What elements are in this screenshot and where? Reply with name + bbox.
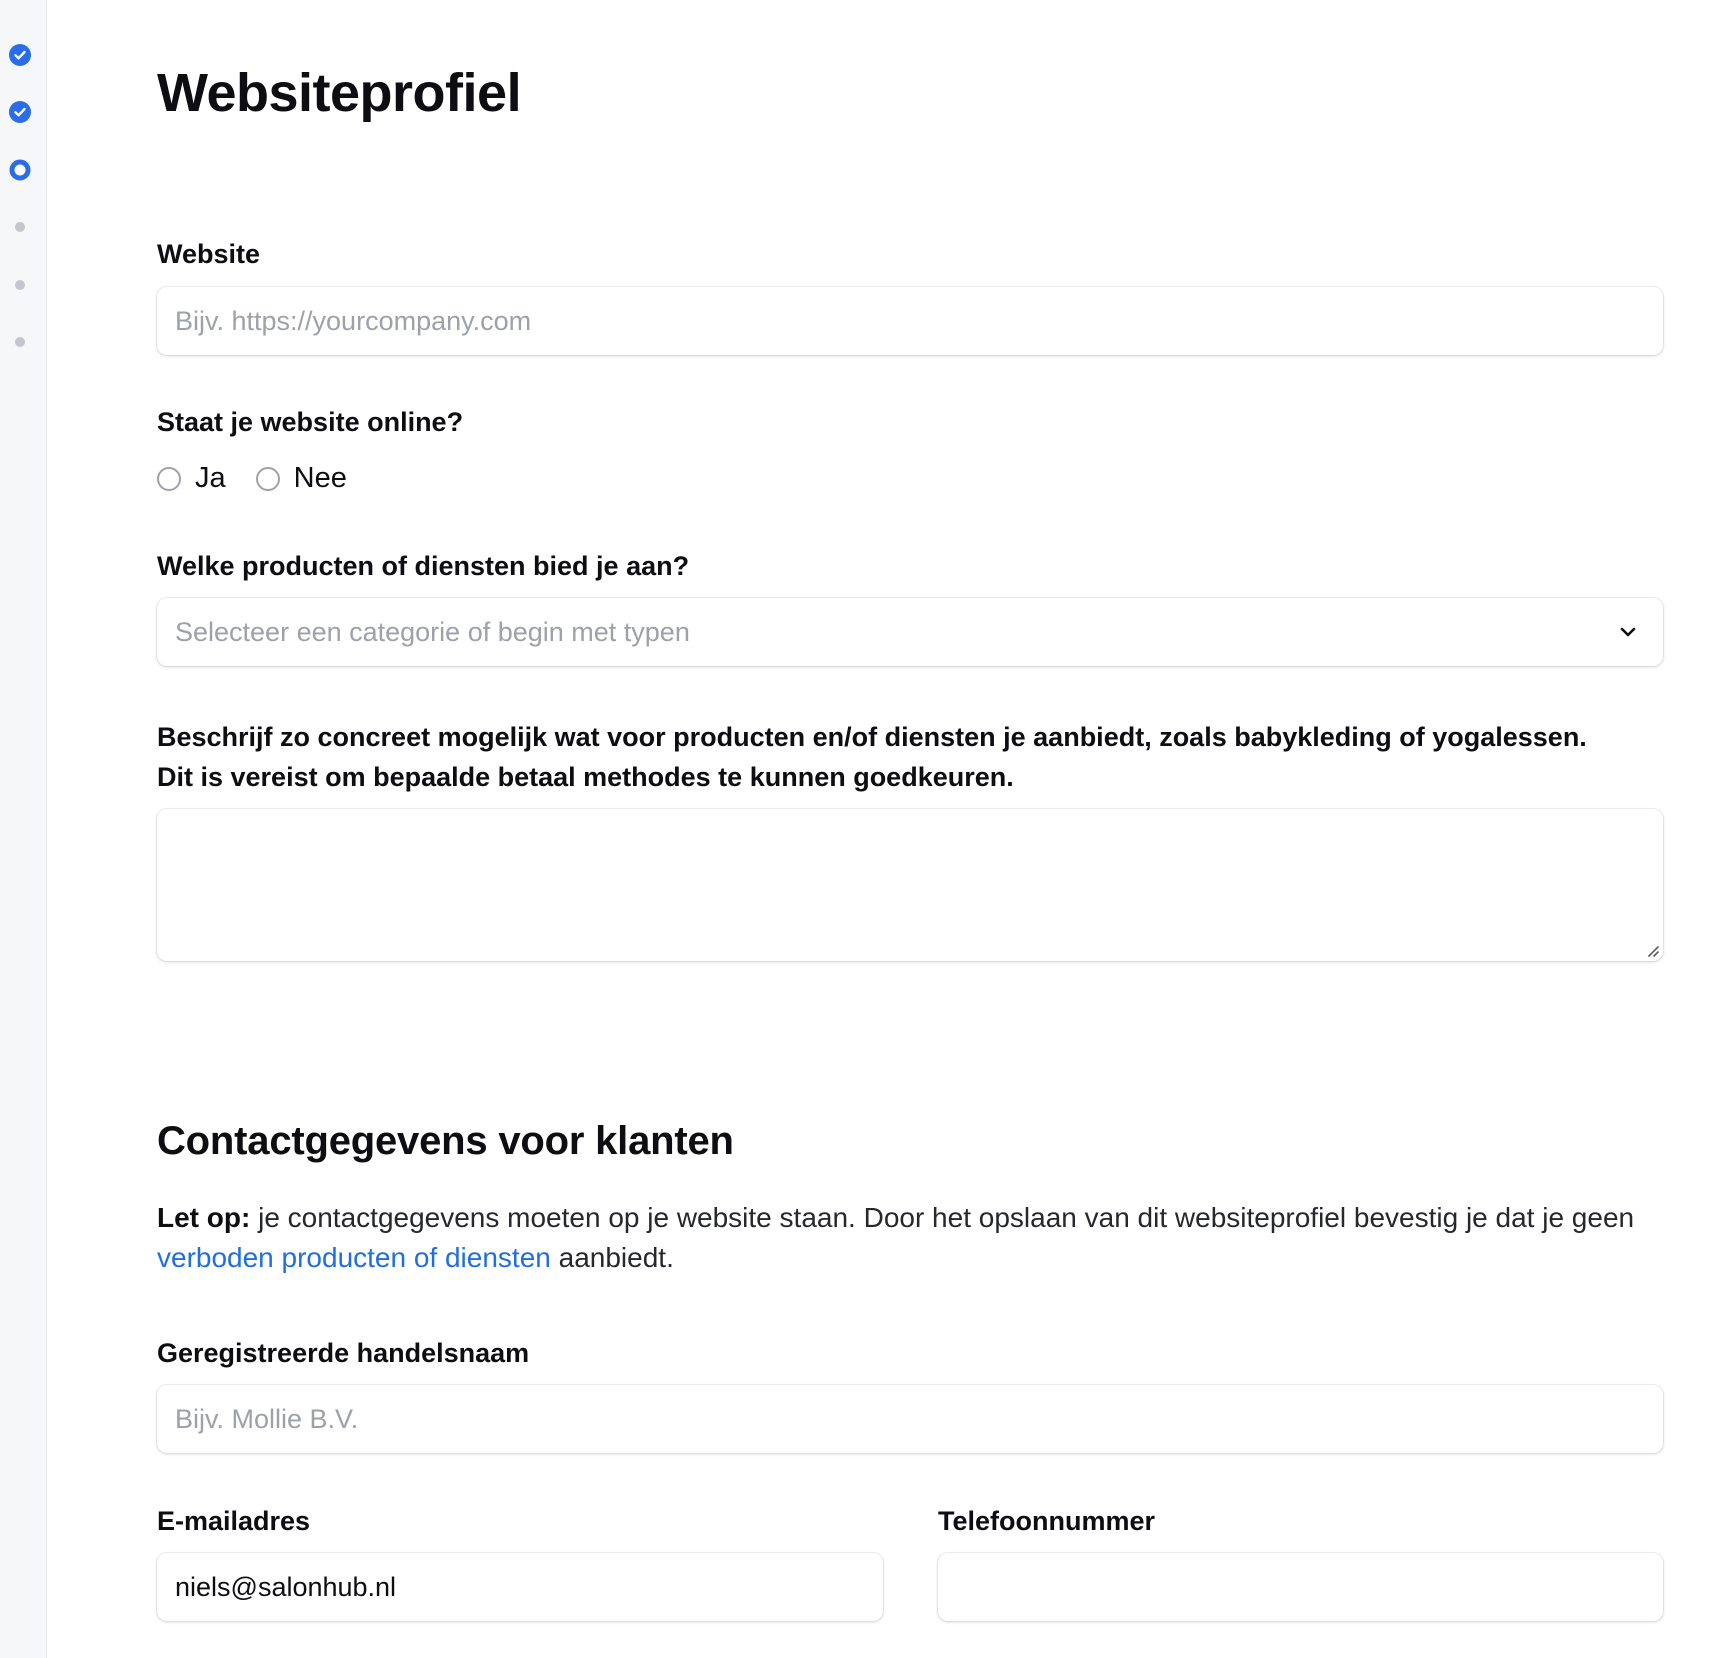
- contact-section-title: Contactgegevens voor klanten: [157, 1119, 734, 1163]
- radio-nee-label[interactable]: Nee: [293, 462, 347, 494]
- products-label: Welke producten of diensten bied je aan?: [157, 551, 690, 581]
- radio-ja-label[interactable]: Ja: [195, 462, 226, 494]
- description-textarea[interactable]: [157, 809, 1663, 961]
- step-pending-dot: [15, 337, 25, 347]
- tradename-label: Geregistreerde handelsnaam: [157, 1338, 530, 1368]
- email-input[interactable]: [157, 1553, 883, 1621]
- email-label: E-mailadres: [157, 1506, 311, 1536]
- radio-nee[interactable]: [256, 467, 280, 491]
- step-current-icon[interactable]: [9, 159, 31, 181]
- tradename-input[interactable]: [157, 1385, 1663, 1453]
- step-completed-icon[interactable]: [9, 44, 31, 66]
- website-input-wrapper: [157, 287, 1663, 355]
- prohibited-products-link[interactable]: verboden producten of diensten: [157, 1242, 551, 1273]
- website-label: Website: [157, 239, 261, 269]
- tradename-input-wrapper: [157, 1385, 1663, 1453]
- step-pending-dot: [15, 280, 25, 290]
- description-label-line1: Beschrijf zo concreet mogelijk wat voor producten en/of diensten je aanbiedt, zoals babykleding of yogalessen.: [157, 722, 1587, 752]
- products-select[interactable]: [157, 598, 1663, 666]
- email-input-wrapper: [157, 1553, 883, 1621]
- phone-label: Telefoonnummer: [938, 1506, 1156, 1536]
- contact-note-text: je contactgegevens moeten op je website staan. Door het opslaan van dit websiteprofiel bevestig je dat je geen: [250, 1202, 1635, 1233]
- progress-rail: [0, 0, 47, 1658]
- step-pending-dot: [15, 222, 25, 232]
- online-radio-group: [157, 462, 377, 495]
- step-completed-icon[interactable]: [9, 101, 31, 123]
- contact-note-text-end: aanbiedt.: [550, 1242, 674, 1273]
- website-profile-form: [157, 0, 1652, 1658]
- description-label-line2: Dit is vereist om bepaalde betaal methodes te kunnen goedkeuren.: [157, 762, 1014, 792]
- contact-note-bold: Let op:: [157, 1202, 251, 1233]
- online-question-label: Staat je website online?: [157, 407, 464, 437]
- products-select-placeholder: Selecteer een categorie of begin met typen: [175, 617, 690, 647]
- phone-input-wrapper: [938, 1553, 1663, 1621]
- contact-note: [157, 1198, 1663, 1278]
- radio-ja[interactable]: [157, 467, 181, 491]
- website-input[interactable]: [157, 287, 1663, 355]
- chevron-down-icon: [1617, 621, 1639, 643]
- page-title: Websiteprofiel: [157, 63, 522, 123]
- description-label: [157, 717, 1663, 797]
- phone-input[interactable]: [938, 1553, 1663, 1621]
- resize-handle-icon[interactable]: [1645, 943, 1659, 957]
